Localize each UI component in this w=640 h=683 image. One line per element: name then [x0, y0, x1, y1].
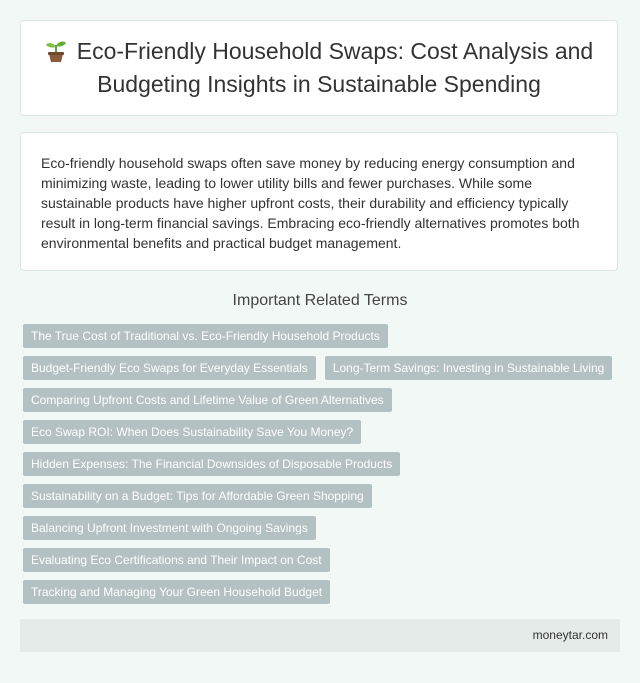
term-tag[interactable]: Comparing Upfront Costs and Lifetime Value of Green Alternatives [23, 388, 392, 412]
related-terms-heading: Important Related Terms [232, 292, 408, 309]
term-tag[interactable]: Eco Swap ROI: When Does Sustainability Save You Money? [23, 420, 361, 444]
page-title-text: Eco-Friendly Household Swaps: Cost Analysis and Budgeting Insights in Sustainable Spending [76, 38, 594, 97]
term-row [23, 548, 623, 580]
term-row [23, 388, 623, 420]
term-tag[interactable]: Long-Term Savings: Investing in Sustainable Living [325, 356, 613, 380]
term-row [23, 580, 623, 612]
footer-site-link[interactable]: moneytar.com [532, 628, 608, 642]
summary-text: Eco-friendly household swaps often save money by reducing energy consumption and minimizing waste, leading to lower utility bills and fewer purchases. While some sustainable products have higher upfront costs, their durability and efficiency typically result in long-term financial savings. Embracing eco-friendly alternatives promotes both environmental benefits and practical budget management. [41, 155, 580, 251]
term-row [23, 324, 623, 356]
term-row [23, 356, 623, 388]
related-terms-list [23, 324, 623, 612]
sprout-icon [45, 39, 67, 70]
term-tag[interactable]: Balancing Upfront Investment with Ongoing Savings [23, 516, 316, 540]
term-row [23, 420, 623, 452]
term-tag[interactable]: The True Cost of Traditional vs. Eco-Friendly Household Products [23, 324, 388, 348]
term-row [23, 452, 623, 484]
footer [20, 619, 620, 652]
term-tag[interactable]: Sustainability on a Budget: Tips for Affordable Green Shopping [23, 484, 372, 508]
term-tag[interactable]: Tracking and Managing Your Green Household Budget [23, 580, 330, 604]
term-tag[interactable]: Hidden Expenses: The Financial Downsides of Disposable Products [23, 452, 400, 476]
term-tag[interactable]: Budget-Friendly Eco Swaps for Everyday Essentials [23, 356, 316, 380]
term-row [23, 516, 623, 548]
page-title [39, 37, 599, 99]
title-card [20, 20, 618, 116]
term-tag[interactable]: Evaluating Eco Certifications and Their Impact on Cost [23, 548, 330, 572]
summary-card [20, 132, 618, 271]
term-row [23, 484, 623, 516]
